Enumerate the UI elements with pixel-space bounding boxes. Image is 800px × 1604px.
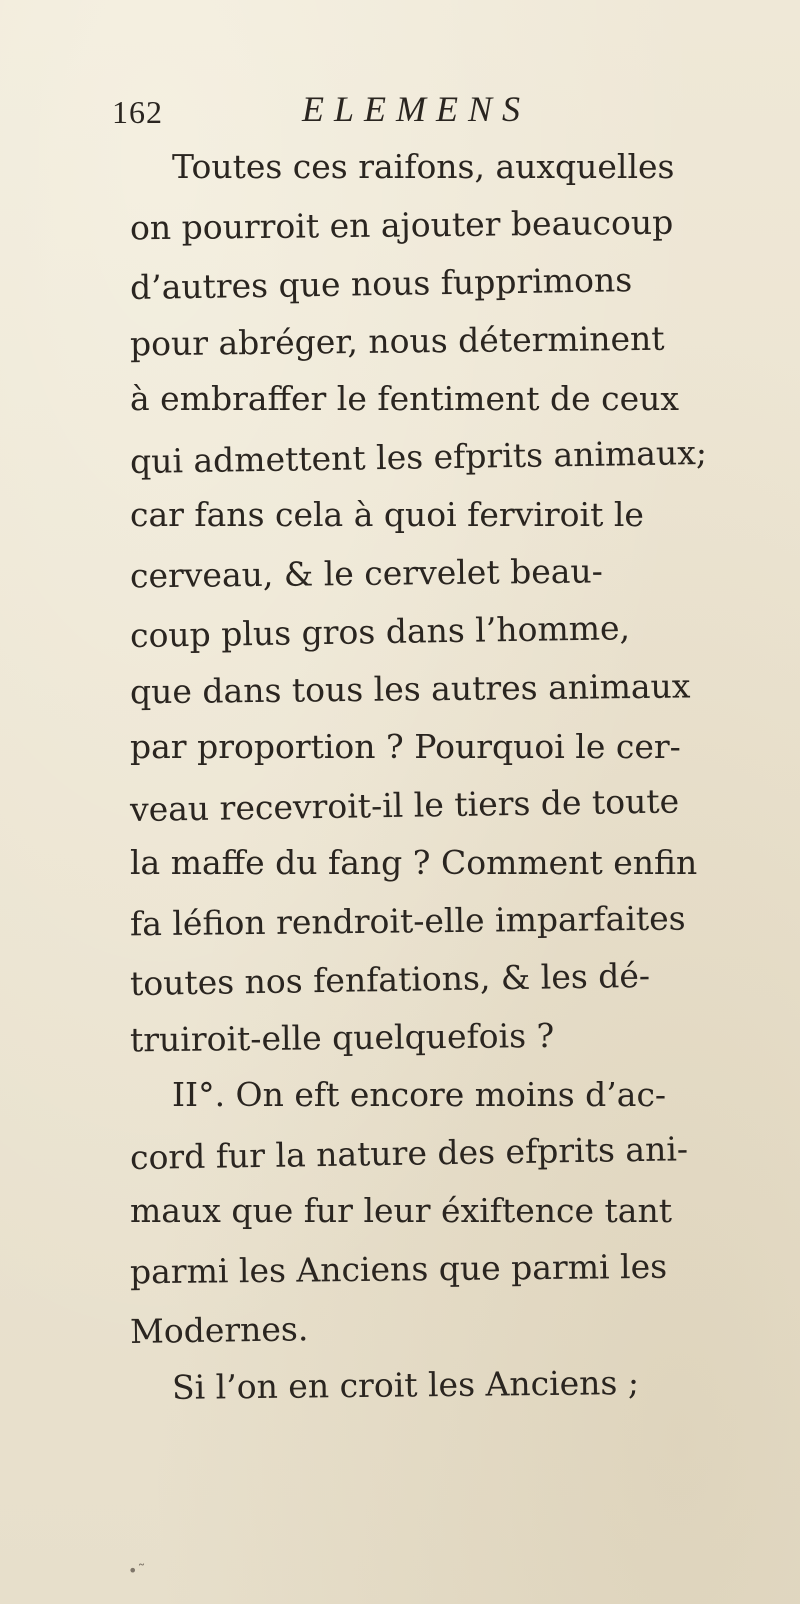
text-line: coup plus gros dans l’homme, <box>129 608 631 656</box>
text-line: on pourroit en ajouter beaucoup <box>129 202 674 248</box>
page-number: 162 <box>112 94 163 130</box>
text-line: à embraffer le fentiment de ceux <box>130 379 680 418</box>
text-line: cord fur la nature des efprits ani- <box>129 1129 689 1178</box>
text-line: par proportion ? Pourquoi le cer- <box>130 727 681 766</box>
text-line: truiroit-elle quelquefois ? <box>129 1015 555 1060</box>
ink-speck-icon: •˜ <box>128 1561 146 1580</box>
running-head: ELEMENS <box>302 89 530 129</box>
text-line: II°. On eft encore moins d’ac- <box>172 1075 667 1114</box>
text-line: Si l’on en croit les Anciens ; <box>171 1363 640 1407</box>
text-line: veau recevroit-il le tiers de toute <box>129 781 680 830</box>
text-line: que dans tous les autres animaux <box>129 666 691 712</box>
page-header <box>112 88 740 138</box>
text-line: maux que fur leur éxiftence tant <box>130 1191 672 1230</box>
text-line: pour abréger, nous déterminent <box>129 318 665 364</box>
text-line: cerveau, & le cervelet beau- <box>129 551 604 596</box>
text-line: parmi les Anciens que parmi les <box>129 1246 668 1292</box>
text-line: Toutes ces raifons, auxquelles <box>172 147 675 186</box>
text-line: d’autres que nous fupprimons <box>129 260 633 308</box>
text-line: Modernes. <box>129 1309 309 1352</box>
text-line: car fans cela à quoi ferviroit le <box>130 495 644 534</box>
text-line: toutes nos fenfations, & les dé- <box>129 955 651 1004</box>
text-line: fa léfion rendroit-elle imparfaites <box>129 898 686 944</box>
text-line: la maffe du fang ? Comment enfin <box>130 843 698 882</box>
text-line: qui admettent les efprits animaux; <box>129 432 708 482</box>
body-text <box>130 138 770 1414</box>
